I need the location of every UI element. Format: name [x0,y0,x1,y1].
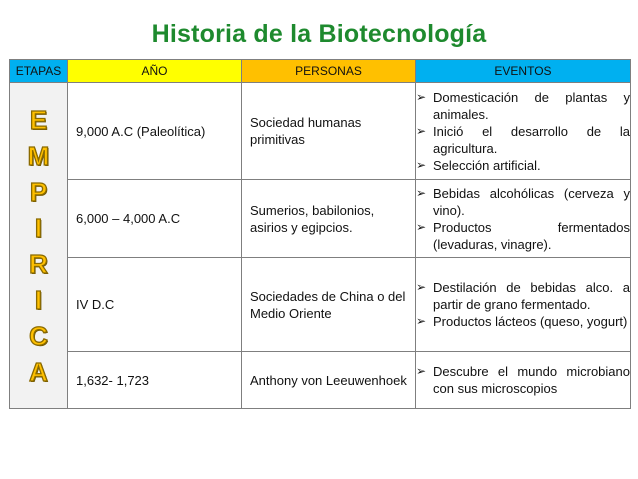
people-cell [242,83,416,180]
year-text: 6,000 – 4,000 A.C [76,211,181,226]
event-text: Productos fermentados (levaduras, vinagre). [433,219,630,252]
stage-letter: C [29,320,48,351]
arrowhead-bullet-icon: ➢ [416,219,427,234]
header-row [10,60,631,83]
event-item [416,123,630,157]
events-cell [416,180,631,258]
year-text: 1,632- 1,723 [76,372,150,388]
table-row [10,352,631,409]
header-eventos: EVENTOS [416,60,631,83]
event-item [416,363,630,397]
table-row [10,258,631,352]
table-row [10,83,631,180]
year-cell [68,83,242,180]
year-cell [68,352,242,409]
event-text: Destilación de bebidas alco. a partir de grano fermentado. [433,280,630,312]
year-text: IV D.C [76,297,115,312]
people-cell [242,258,416,352]
stage-letter: I [34,284,43,315]
stage-letter: I [34,212,43,243]
stage-vertical-label [10,102,67,390]
events-list [416,279,630,330]
header-personas: PERSONAS [242,60,416,83]
arrowhead-bullet-icon: ➢ [416,123,427,138]
event-item [416,89,630,123]
events-list [416,363,630,397]
event-item [416,313,630,330]
year-text: 9,000 A.C (Paleolítica) [76,123,206,139]
people-text: Anthony von Leeuwenhoek [250,372,407,388]
arrowhead-bullet-icon: ➢ [416,185,427,200]
arrowhead-bullet-icon: ➢ [416,157,427,172]
people-cell [242,352,416,409]
event-item [416,279,630,313]
people-text: Sociedades de China o del Medio Oriente [250,288,406,321]
event-text: Inició el desarrollo de la agricultura. [433,123,630,156]
stage-cell [10,83,68,409]
people-text: Sumerios, babilonios, asirios y egipcios. [250,202,375,235]
stage-letter: E [29,104,48,135]
events-cell [416,352,631,409]
page-title: Historia de la Biotecnología [151,20,487,48]
event-item [416,185,630,219]
arrowhead-bullet-icon: ➢ [416,314,427,328]
events-list [416,89,630,174]
event-text: Bebidas alcohólicas (cerveza y vino). [433,185,630,218]
arrowhead-bullet-icon: ➢ [416,89,427,104]
event-text: Domesticación de plantas y animales. [433,89,630,122]
events-list [416,185,630,253]
header-ano: AÑO [68,60,242,83]
people-text: Sociedad humanas primitivas [250,115,362,147]
table-row [10,180,631,258]
arrowhead-bullet-icon: ➢ [416,364,427,378]
people-cell [242,180,416,258]
events-cell [416,258,631,352]
event-item [416,157,630,174]
events-cell [416,83,631,180]
stage-letter: R [29,248,48,279]
stage-letter: A [29,356,48,387]
year-cell [68,258,242,352]
event-item [416,219,630,253]
arrowhead-bullet-icon: ➢ [416,280,427,294]
event-text: Selección artificial. [433,157,541,173]
stage-letter: M [27,140,50,171]
header-etapas: ETAPAS [10,60,68,83]
stage-letter: P [29,176,48,207]
event-text: Descubre el mundo microbiano con sus microscopios [433,364,630,396]
event-text: Productos lácteos (queso, yogurt) [433,314,628,329]
biotech-history-table [9,59,631,409]
year-cell [68,180,242,258]
